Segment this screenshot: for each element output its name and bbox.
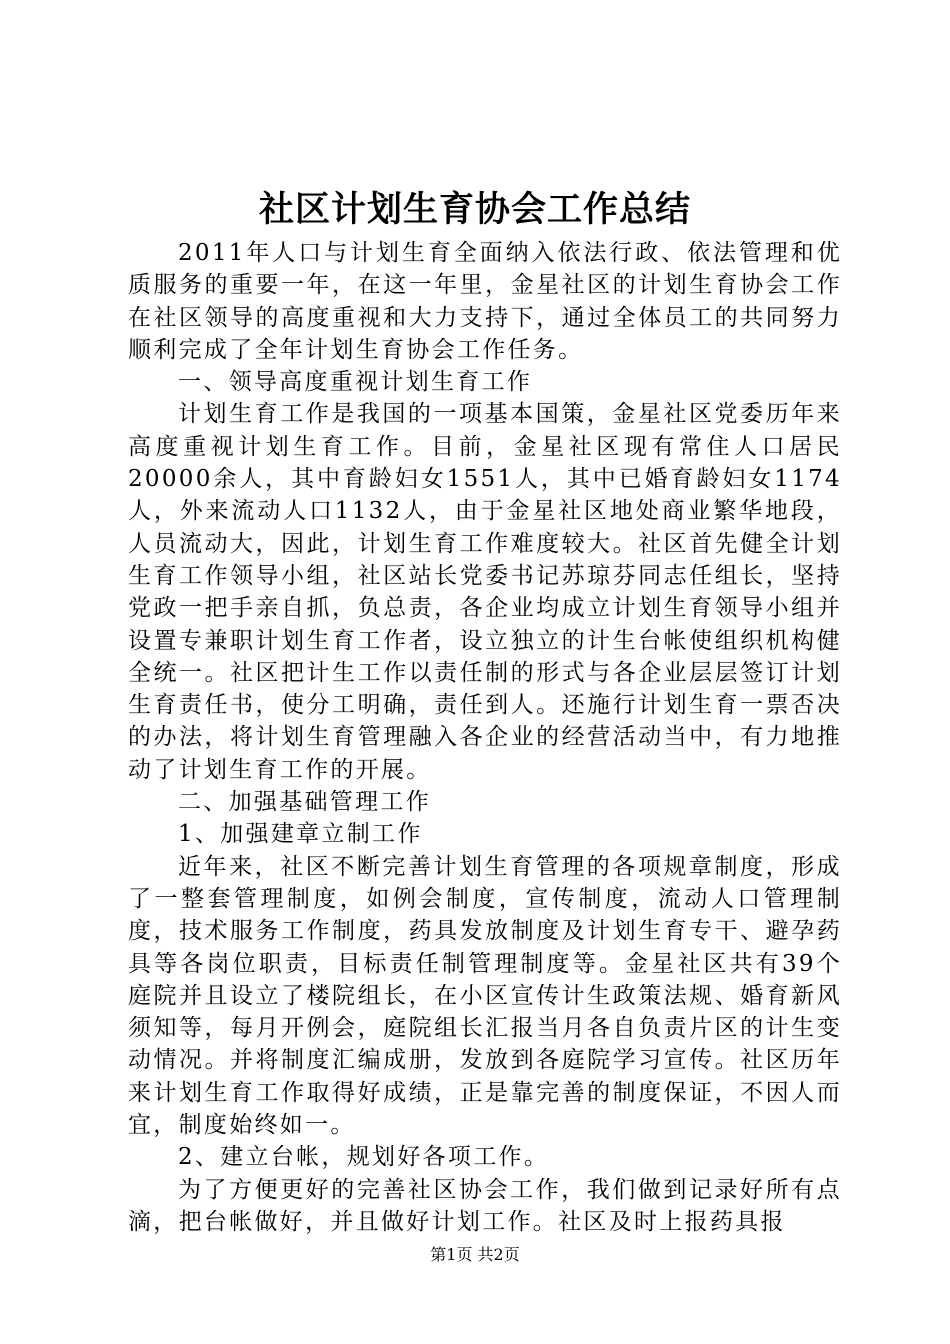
document-body — [128, 237, 842, 1238]
paragraph-leadership: 计划生育工作是我国的一项基本国策，金星社区党委历年来高度重视计划生育工作。目前，金星社区现有常住人口居民20000余人，其中育龄妇女1551人，其中已婚育龄妇女1174人，外来流动人口1132人，由于金星社区地处商业繁华地段，人员流动大，因此，计划生育工作难度较大。社区首先健全计划生育工作领导小组，社区站长党委书记苏琼芬同志任组长，坚持党政一把手亲自抓，负总责，各企业均成立计划生育领导小组并设置专兼职计划生育工作者，设立独立的计生台帐使组织机构健全统一。社区把计生工作以责任制的形式与各企业层层签订计划生育责任书，使分工明确，责任到人。还施行计划生育一票否决的办法，将计划生育管理融入各企业的经营活动当中，有力地推动了计划生育工作的开展。 — [128, 401, 842, 783]
subsection-heading-1: 1、加强建章立制工作 — [178, 821, 423, 848]
paragraph-intro: 2011年人口与计划生育全面纳入依法行政、依法管理和优质服务的重要一年，在这一年里，金星社区的计划生育协会工作在社区领导的高度重视和大力支持下，通过全体员工的共同努力顺利完成了全年计划生育协会工作任务。 — [128, 240, 842, 363]
section-heading-2: 二、加强基础管理工作 — [178, 789, 431, 816]
page-number: 第1页 共2页 — [430, 1245, 520, 1264]
paragraph-records: 为了方便更好的完善社区协会工作，我们做到记录好所有点滴，把台帐做好，并且做好计划工作。社区及时上报药具报 — [128, 1176, 842, 1235]
paragraph-regulations: 近年来，社区不断完善计划生育管理的各项规章制度，形成了一整套管理制度，如例会制度，宣传制度，流动人口管理制度，技术服务工作制度，药具发放制度及计划生育专干、避孕药具等各岗位职责，目标责任制管理制度等。金星社区共有39个庭院并且设立了楼院组长，在小区宣传计生政策法规、婚育新风须知等，每月开例会，庭院组长汇报当月各自负责片区的计生变动情况。并将制度汇编成册，发放到各庭院学习宣传。社区历年来计划生育工作取得好成绩，正是靠完善的制度保证，不因人而宜，制度始终如一。 — [128, 853, 842, 1139]
document-title: 社区计划生育协会工作总结 — [258, 189, 691, 230]
subsection-heading-2: 2、建立台帐，规划好各项工作。 — [178, 1144, 550, 1171]
section-heading-1: 一、领导高度重视计划生育工作 — [178, 369, 533, 396]
